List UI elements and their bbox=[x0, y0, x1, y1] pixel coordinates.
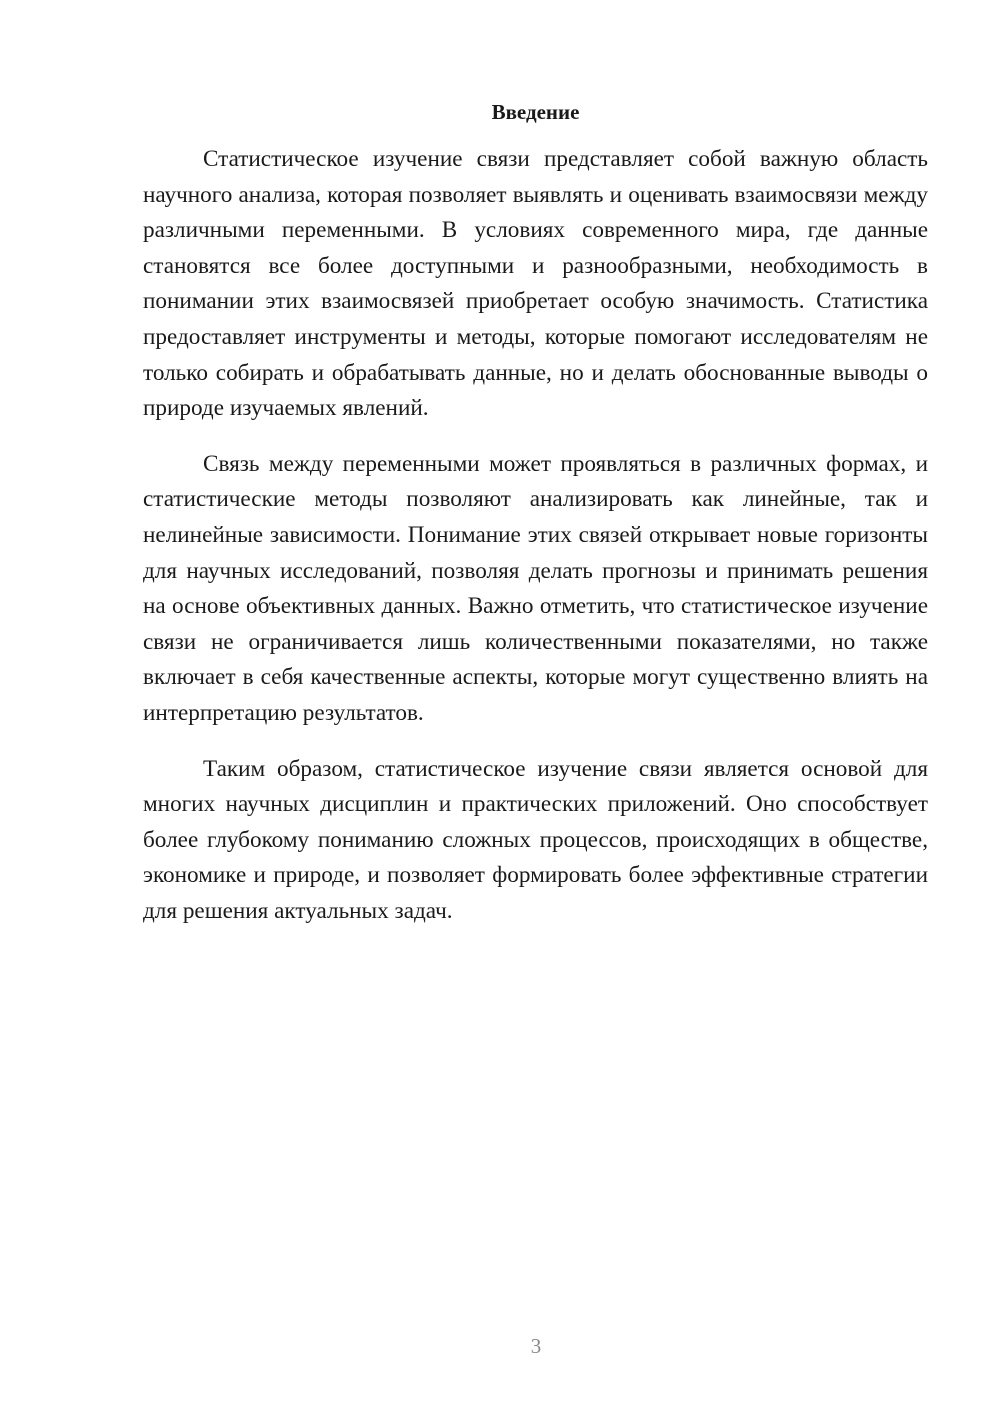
body-text bbox=[143, 142, 928, 949]
paragraph-3: Таким образом, статистическое изучение связи является основой для многих научных дисциплин и практических приложений. Оно способствует более глубокому пониманию сложных процессов, происходящих в обществе, экономике и природе, и позволяет формировать более эффективные стратегии для решения актуальных задач. bbox=[143, 755, 928, 924]
section-heading: Введение bbox=[491, 100, 580, 124]
paragraph-2: Связь между переменными может проявляться в различных формах, и статистические методы позволяют анализировать как линейные, так и нелинейные зависимости. Понимание этих связей открывает новые горизонты для научных исследований, позволяя делать прогнозы и принимать решения на основе объективных данных. Важно отметить, что статистическое изучение связи не ограничивается лишь количественными показателями, но также включает в себя качественные аспекты, которые могут существенно влиять на интерпретацию результатов. bbox=[143, 450, 928, 726]
page-number: 3 bbox=[530, 1334, 542, 1358]
paragraph-1: Статистическое изучение связи представляет собой важную область научного анализа, которая позволяет выявлять и оценивать взаимосвязи между различными переменными. В условиях современного мира, где данные становятся все более доступными и разнообразными, необходимость в понимании этих взаимосвязей приобретает особую значимость. Статистика предоставляет инструменты и методы, которые помогают исследователям не только собирать и обрабатывать данные, но и делать обоснованные выводы о природе изучаемых явлений. bbox=[143, 146, 928, 422]
